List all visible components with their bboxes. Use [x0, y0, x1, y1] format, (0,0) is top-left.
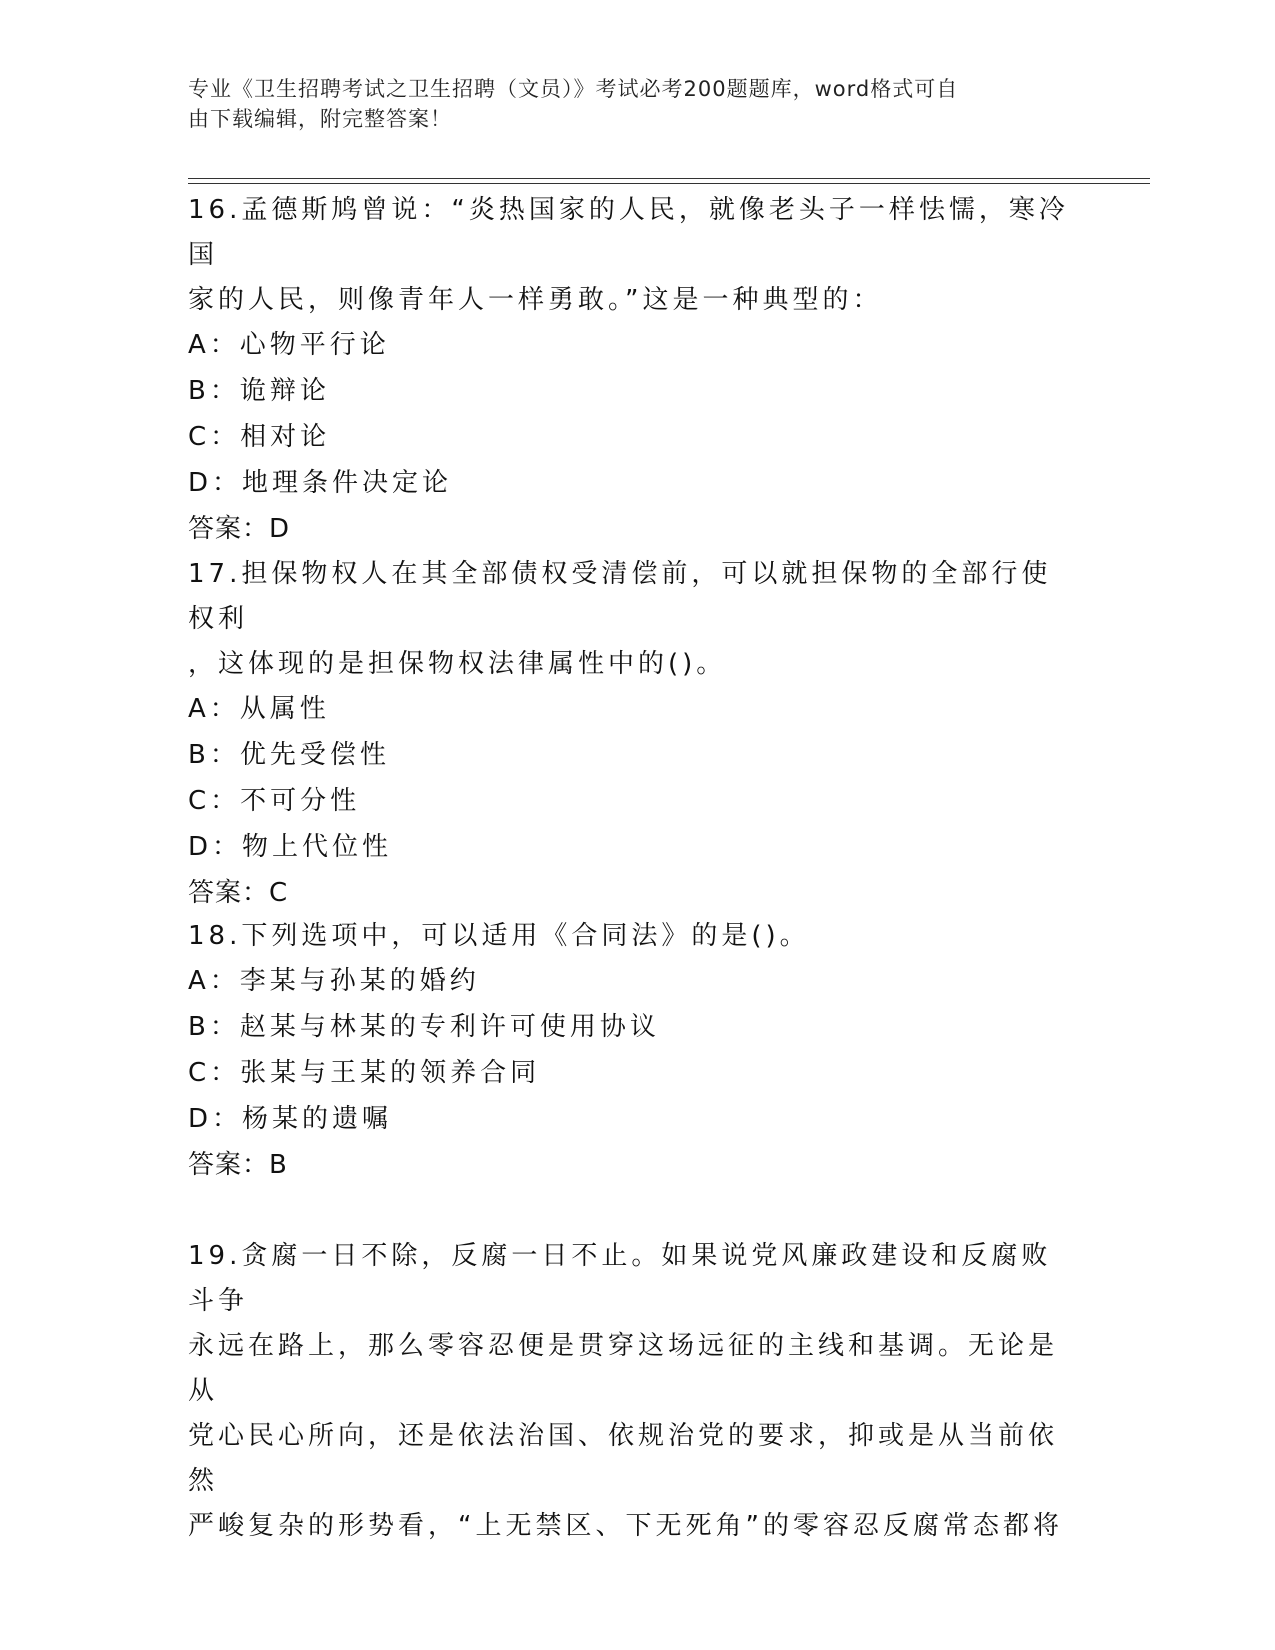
question-19	[188, 1234, 1078, 1549]
question-stem-line: 18.下列选项中，可以适用《合同法》的是()。	[188, 921, 810, 951]
question-18	[188, 914, 1078, 1189]
header-divider-top	[188, 178, 1150, 179]
question-stem-line: ，这体现的是担保物权法律属性中的()。	[188, 649, 727, 679]
question-stem-line: 17.担保物权人在其全部债权受清偿前，可以就担保物的全部行使权利	[188, 559, 1052, 634]
answer-line: 答案：B	[188, 1150, 288, 1180]
option-a: A：李某与孙某的婚约	[188, 966, 480, 996]
option-d: D：物上代位性	[188, 832, 393, 862]
option-d: D：地理条件决定论	[188, 468, 453, 498]
document-header	[188, 74, 1068, 134]
question-17	[188, 552, 1078, 917]
question-stem-line: 党心民心所向，还是依法治国、依规治党的要求，抑或是从当前依然	[188, 1421, 1059, 1496]
option-b: B：优先受偿性	[188, 740, 390, 770]
option-d: D：杨某的遗嘱	[188, 1104, 393, 1134]
question-stem-line: 家的人民，则像青年人一样勇敢。”这是一种典型的：	[188, 285, 883, 315]
question-stem-line: 16.孟德斯鸠曾说：“炎热国家的人民，就像老头子一样怯懦，寒冷国	[188, 195, 1069, 270]
answer-line: 答案：C	[188, 878, 289, 908]
option-c: C：张某与王某的领养合同	[188, 1058, 541, 1088]
question-stem-line: 严峻复杂的形势看，“上无禁区、下无死角”的零容忍反腐常态都将	[188, 1511, 1063, 1541]
question-stem-line: 19.贪腐一日不除，反腐一日不止。如果说党风廉政建设和反腐败斗争	[188, 1241, 1052, 1316]
answer-line: 答案：D	[188, 514, 291, 544]
option-b: B：诡辩论	[188, 376, 330, 406]
question-stem-line: 永远在路上，那么零容忍便是贯穿这场远征的主线和基调。无论是从	[188, 1331, 1059, 1406]
option-c: C：不可分性	[188, 786, 361, 816]
header-line-1: 专业《卫生招聘考试之卫生招聘（文员）》考试必考200题题库，word格式可自	[188, 77, 959, 101]
option-c: C：相对论	[188, 422, 331, 452]
header-line-2: 由下载编辑，附完整答案！	[188, 107, 452, 131]
question-16	[188, 188, 1078, 553]
option-a: A：从属性	[188, 694, 330, 724]
option-a: A：心物平行论	[188, 330, 390, 360]
header-divider-bottom	[188, 183, 1150, 184]
option-b: B：赵某与林某的专利许可使用协议	[188, 1012, 660, 1042]
